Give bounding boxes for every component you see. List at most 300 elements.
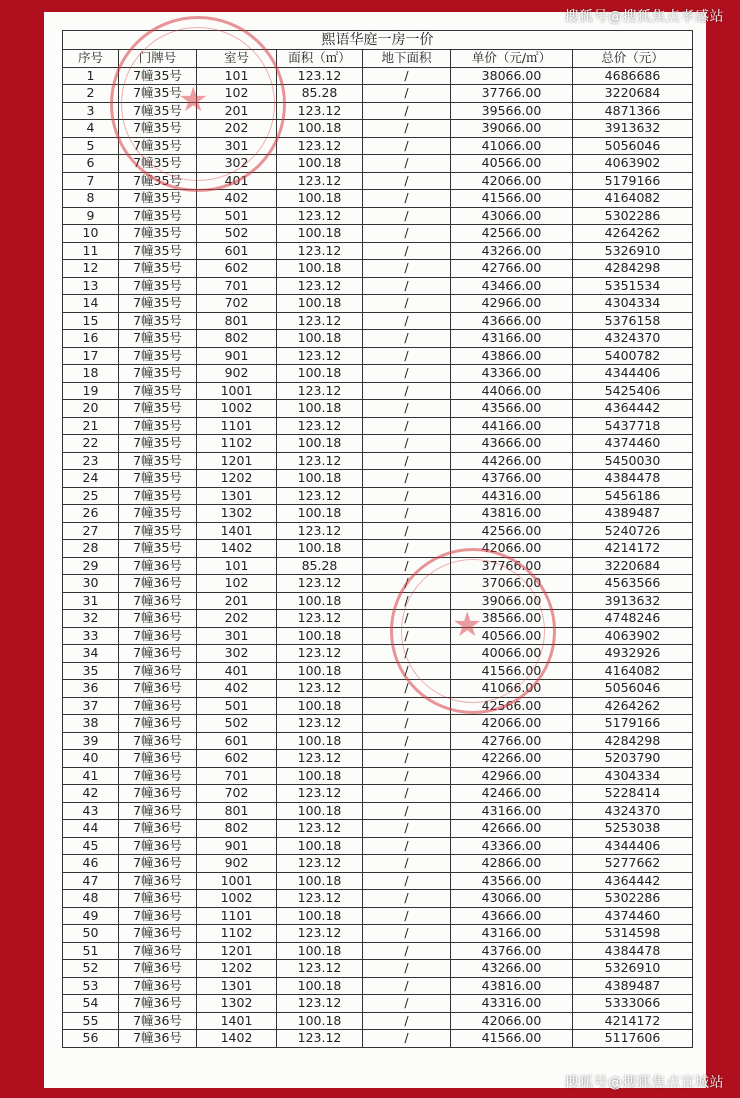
row-number-cell: 26 (63, 505, 119, 523)
room-number-cell: 601 (197, 732, 277, 750)
row-number-cell: 20 (63, 400, 119, 418)
building-number-cell: 7幢35号 (119, 225, 197, 243)
table-row (63, 802, 693, 820)
table-row (63, 925, 693, 943)
row-number-cell: 13 (63, 277, 119, 295)
room-number-cell: 1302 (197, 505, 277, 523)
unit-price-cell: 42066.00 (451, 1012, 573, 1030)
row-number-cell: 41 (63, 767, 119, 785)
room-number-cell: 101 (197, 557, 277, 575)
basement-area-cell: / (363, 785, 451, 803)
unit-price-cell: 43366.00 (451, 365, 573, 383)
room-number-cell: 1101 (197, 417, 277, 435)
total-price-cell: 5117606 (573, 1030, 693, 1048)
table-row (63, 995, 693, 1013)
row-number-cell: 29 (63, 557, 119, 575)
building-number-cell: 7幢35号 (119, 155, 197, 173)
area-cell: 100.18 (277, 540, 363, 558)
price-table (62, 30, 693, 1048)
room-number-cell: 602 (197, 750, 277, 768)
basement-area-cell: / (363, 907, 451, 925)
table-row (63, 155, 693, 173)
area-cell: 123.12 (277, 172, 363, 190)
table-row (63, 522, 693, 540)
row-number-cell: 18 (63, 365, 119, 383)
row-number-cell: 12 (63, 260, 119, 278)
total-price-cell: 4214172 (573, 1012, 693, 1030)
building-number-cell: 7幢35号 (119, 312, 197, 330)
basement-area-cell: / (363, 120, 451, 138)
basement-area-cell: / (363, 505, 451, 523)
basement-area-cell: / (363, 872, 451, 890)
table-row (63, 837, 693, 855)
row-number-cell: 54 (63, 995, 119, 1013)
area-cell: 100.18 (277, 120, 363, 138)
total-price-cell: 5425406 (573, 382, 693, 400)
room-number-cell: 1301 (197, 487, 277, 505)
unit-price-cell: 43816.00 (451, 977, 573, 995)
row-number-cell: 15 (63, 312, 119, 330)
table-row (63, 662, 693, 680)
area-cell: 123.12 (277, 680, 363, 698)
unit-price-cell: 43366.00 (451, 837, 573, 855)
row-number-cell: 46 (63, 855, 119, 873)
row-number-cell: 5 (63, 137, 119, 155)
total-price-cell: 3220684 (573, 85, 693, 103)
total-price-cell: 5302286 (573, 207, 693, 225)
row-number-cell: 6 (63, 155, 119, 173)
building-number-cell: 7幢35号 (119, 400, 197, 418)
unit-price-cell: 39566.00 (451, 102, 573, 120)
row-number-cell: 51 (63, 942, 119, 960)
seal-star-icon: ★ (178, 80, 209, 120)
unit-price-cell: 38066.00 (451, 67, 573, 85)
basement-area-cell: / (363, 575, 451, 593)
building-number-cell: 7幢36号 (119, 907, 197, 925)
total-price-cell: 4686686 (573, 67, 693, 85)
basement-area-cell: / (363, 365, 451, 383)
row-number-cell: 3 (63, 102, 119, 120)
area-cell: 123.12 (277, 575, 363, 593)
area-cell: 100.18 (277, 155, 363, 173)
column-header: 面积（㎡） (277, 50, 363, 68)
table-row (63, 225, 693, 243)
unit-price-cell: 44066.00 (451, 382, 573, 400)
table-row (63, 207, 693, 225)
area-cell: 100.18 (277, 190, 363, 208)
room-number-cell: 202 (197, 120, 277, 138)
table-body (63, 67, 693, 1047)
table-row (63, 400, 693, 418)
table-row (63, 470, 693, 488)
room-number-cell: 702 (197, 295, 277, 313)
basement-area-cell: / (363, 557, 451, 575)
table-row (63, 697, 693, 715)
building-number-cell: 7幢36号 (119, 697, 197, 715)
building-number-cell: 7幢35号 (119, 242, 197, 260)
building-number-cell: 7幢35号 (119, 277, 197, 295)
area-cell: 123.12 (277, 855, 363, 873)
row-number-cell: 47 (63, 872, 119, 890)
total-price-cell: 5240726 (573, 522, 693, 540)
row-number-cell: 24 (63, 470, 119, 488)
row-number-cell: 52 (63, 960, 119, 978)
basement-area-cell: / (363, 942, 451, 960)
row-number-cell: 23 (63, 452, 119, 470)
total-price-cell: 4324370 (573, 802, 693, 820)
table-row (63, 260, 693, 278)
room-number-cell: 1402 (197, 540, 277, 558)
unit-price-cell: 43866.00 (451, 347, 573, 365)
basement-area-cell: / (363, 627, 451, 645)
unit-price-cell: 42966.00 (451, 767, 573, 785)
row-number-cell: 7 (63, 172, 119, 190)
table-row (63, 610, 693, 628)
basement-area-cell: / (363, 277, 451, 295)
basement-area-cell: / (363, 750, 451, 768)
building-number-cell: 7幢36号 (119, 1012, 197, 1030)
unit-price-cell: 43766.00 (451, 470, 573, 488)
building-number-cell: 7幢36号 (119, 890, 197, 908)
total-price-cell: 4871366 (573, 102, 693, 120)
row-number-cell: 42 (63, 785, 119, 803)
building-number-cell: 7幢36号 (119, 662, 197, 680)
unit-price-cell: 43466.00 (451, 277, 573, 295)
total-price-cell: 5400782 (573, 347, 693, 365)
total-price-cell: 4284298 (573, 260, 693, 278)
building-number-cell: 7幢35号 (119, 295, 197, 313)
total-price-cell: 4364442 (573, 400, 693, 418)
building-number-cell: 7幢36号 (119, 680, 197, 698)
area-cell: 123.12 (277, 312, 363, 330)
basement-area-cell: / (363, 190, 451, 208)
basement-area-cell: / (363, 680, 451, 698)
unit-price-cell: 43066.00 (451, 207, 573, 225)
row-number-cell: 22 (63, 435, 119, 453)
building-number-cell: 7幢35号 (119, 347, 197, 365)
area-cell: 123.12 (277, 610, 363, 628)
total-price-cell: 5056046 (573, 137, 693, 155)
unit-price-cell: 41066.00 (451, 137, 573, 155)
total-price-cell: 4389487 (573, 505, 693, 523)
unit-price-cell: 43666.00 (451, 907, 573, 925)
room-number-cell: 602 (197, 260, 277, 278)
row-number-cell: 34 (63, 645, 119, 663)
building-number-cell: 7幢36号 (119, 575, 197, 593)
unit-price-cell: 43566.00 (451, 872, 573, 890)
total-price-cell: 3913632 (573, 120, 693, 138)
unit-price-cell: 43316.00 (451, 995, 573, 1013)
room-number-cell: 601 (197, 242, 277, 260)
building-number-cell: 7幢36号 (119, 925, 197, 943)
building-number-cell: 7幢36号 (119, 715, 197, 733)
total-price-cell: 5351534 (573, 277, 693, 295)
row-number-cell: 35 (63, 662, 119, 680)
row-number-cell: 39 (63, 732, 119, 750)
unit-price-cell: 43816.00 (451, 505, 573, 523)
row-number-cell: 48 (63, 890, 119, 908)
unit-price-cell: 43666.00 (451, 312, 573, 330)
room-number-cell: 1101 (197, 907, 277, 925)
table-row (63, 277, 693, 295)
table-row (63, 487, 693, 505)
row-number-cell: 11 (63, 242, 119, 260)
building-number-cell: 7幢35号 (119, 417, 197, 435)
row-number-cell: 27 (63, 522, 119, 540)
room-number-cell: 201 (197, 592, 277, 610)
area-cell: 123.12 (277, 382, 363, 400)
room-number-cell: 1001 (197, 872, 277, 890)
area-cell: 100.18 (277, 225, 363, 243)
table-row (63, 627, 693, 645)
table-row (63, 137, 693, 155)
basement-area-cell: / (363, 470, 451, 488)
table-row (63, 680, 693, 698)
building-number-cell: 7幢35号 (119, 207, 197, 225)
total-price-cell: 4748246 (573, 610, 693, 628)
room-number-cell: 701 (197, 277, 277, 295)
building-number-cell: 7幢36号 (119, 977, 197, 995)
basement-area-cell: / (363, 995, 451, 1013)
room-number-cell: 1002 (197, 400, 277, 418)
basement-area-cell: / (363, 435, 451, 453)
row-number-cell: 16 (63, 330, 119, 348)
total-price-cell: 5450030 (573, 452, 693, 470)
building-number-cell: 7幢35号 (119, 452, 197, 470)
area-cell: 100.18 (277, 330, 363, 348)
unit-price-cell: 42666.00 (451, 820, 573, 838)
basement-area-cell: / (363, 697, 451, 715)
row-number-cell: 33 (63, 627, 119, 645)
room-number-cell: 801 (197, 802, 277, 820)
total-price-cell: 4063902 (573, 627, 693, 645)
table-row (63, 540, 693, 558)
total-price-cell: 5302286 (573, 890, 693, 908)
room-number-cell: 301 (197, 627, 277, 645)
building-number-cell: 7幢36号 (119, 820, 197, 838)
room-number-cell: 501 (197, 697, 277, 715)
room-number-cell: 102 (197, 575, 277, 593)
building-number-cell: 7幢36号 (119, 837, 197, 855)
table-row (63, 435, 693, 453)
unit-price-cell: 42266.00 (451, 750, 573, 768)
total-price-cell: 5203790 (573, 750, 693, 768)
total-price-cell: 4374460 (573, 907, 693, 925)
basement-area-cell: / (363, 295, 451, 313)
area-cell: 123.12 (277, 452, 363, 470)
table-row (63, 645, 693, 663)
total-price-cell: 5333066 (573, 995, 693, 1013)
unit-price-cell: 37066.00 (451, 575, 573, 593)
table-row (63, 382, 693, 400)
unit-price-cell: 43266.00 (451, 242, 573, 260)
column-header: 序号 (63, 50, 119, 68)
total-price-cell: 4384478 (573, 942, 693, 960)
watermark-top: 搜狐号@搜狐焦点孝感站 (564, 9, 724, 25)
total-price-cell: 4264262 (573, 225, 693, 243)
room-number-cell: 401 (197, 172, 277, 190)
room-number-cell: 301 (197, 137, 277, 155)
basement-area-cell: / (363, 540, 451, 558)
room-number-cell: 1002 (197, 890, 277, 908)
room-number-cell: 902 (197, 365, 277, 383)
basement-area-cell: / (363, 837, 451, 855)
row-number-cell: 45 (63, 837, 119, 855)
area-cell: 100.18 (277, 505, 363, 523)
table-row (63, 452, 693, 470)
unit-price-cell: 37766.00 (451, 85, 573, 103)
table-row (63, 557, 693, 575)
row-number-cell: 44 (63, 820, 119, 838)
building-number-cell: 7幢36号 (119, 872, 197, 890)
area-cell: 100.18 (277, 435, 363, 453)
table-row (63, 977, 693, 995)
row-number-cell: 37 (63, 697, 119, 715)
room-number-cell: 1401 (197, 522, 277, 540)
table-row (63, 120, 693, 138)
building-number-cell: 7幢35号 (119, 505, 197, 523)
area-cell: 123.12 (277, 347, 363, 365)
room-number-cell: 401 (197, 662, 277, 680)
room-number-cell: 102 (197, 85, 277, 103)
total-price-cell: 5179166 (573, 715, 693, 733)
unit-price-cell: 42566.00 (451, 697, 573, 715)
row-number-cell: 9 (63, 207, 119, 225)
building-number-cell: 7幢36号 (119, 785, 197, 803)
column-header-row (63, 50, 693, 68)
unit-price-cell: 42466.00 (451, 785, 573, 803)
room-number-cell: 502 (197, 225, 277, 243)
room-number-cell: 1201 (197, 452, 277, 470)
table-row (63, 417, 693, 435)
area-cell: 123.12 (277, 417, 363, 435)
total-price-cell: 4364442 (573, 872, 693, 890)
unit-price-cell: 38566.00 (451, 610, 573, 628)
total-price-cell: 5228414 (573, 785, 693, 803)
unit-price-cell: 40566.00 (451, 155, 573, 173)
table-row (63, 960, 693, 978)
seal-star-icon: ★ (452, 605, 483, 645)
basement-area-cell: / (363, 662, 451, 680)
basement-area-cell: / (363, 487, 451, 505)
area-cell: 100.18 (277, 697, 363, 715)
building-number-cell: 7幢36号 (119, 592, 197, 610)
unit-price-cell: 39066.00 (451, 592, 573, 610)
room-number-cell: 1102 (197, 435, 277, 453)
row-number-cell: 30 (63, 575, 119, 593)
basement-area-cell: / (363, 242, 451, 260)
unit-price-cell: 41066.00 (451, 680, 573, 698)
unit-price-cell: 43166.00 (451, 925, 573, 943)
table-row (63, 347, 693, 365)
unit-price-cell: 39066.00 (451, 120, 573, 138)
row-number-cell: 38 (63, 715, 119, 733)
column-header: 门牌号 (119, 50, 197, 68)
total-price-cell: 4304334 (573, 295, 693, 313)
room-number-cell: 702 (197, 785, 277, 803)
building-number-cell: 7幢36号 (119, 732, 197, 750)
area-cell: 100.18 (277, 767, 363, 785)
basement-area-cell: / (363, 715, 451, 733)
building-number-cell: 7幢36号 (119, 627, 197, 645)
table-row (63, 907, 693, 925)
row-number-cell: 49 (63, 907, 119, 925)
building-number-cell: 7幢35号 (119, 382, 197, 400)
row-number-cell: 25 (63, 487, 119, 505)
total-price-cell: 4563566 (573, 575, 693, 593)
row-number-cell: 40 (63, 750, 119, 768)
basement-area-cell: / (363, 225, 451, 243)
area-cell: 100.18 (277, 907, 363, 925)
basement-area-cell: / (363, 155, 451, 173)
total-price-cell: 5179166 (573, 172, 693, 190)
unit-price-cell: 40066.00 (451, 645, 573, 663)
basement-area-cell: / (363, 820, 451, 838)
unit-price-cell: 43266.00 (451, 960, 573, 978)
basement-area-cell: / (363, 610, 451, 628)
total-price-cell: 4214172 (573, 540, 693, 558)
table-row (63, 767, 693, 785)
unit-price-cell: 42566.00 (451, 225, 573, 243)
room-number-cell: 101 (197, 67, 277, 85)
basement-area-cell: / (363, 347, 451, 365)
room-number-cell: 302 (197, 645, 277, 663)
basement-area-cell: / (363, 592, 451, 610)
room-number-cell: 201 (197, 102, 277, 120)
area-cell: 100.18 (277, 1012, 363, 1030)
total-price-cell: 4063902 (573, 155, 693, 173)
table-row (63, 732, 693, 750)
area-cell: 123.12 (277, 242, 363, 260)
table-row (63, 295, 693, 313)
room-number-cell: 701 (197, 767, 277, 785)
table-title: 熙语华庭一房一价 (63, 31, 693, 50)
room-number-cell: 1302 (197, 995, 277, 1013)
row-number-cell: 31 (63, 592, 119, 610)
room-number-cell: 801 (197, 312, 277, 330)
row-number-cell: 55 (63, 1012, 119, 1030)
area-cell: 123.12 (277, 925, 363, 943)
unit-price-cell: 41566.00 (451, 662, 573, 680)
basement-area-cell: / (363, 925, 451, 943)
area-cell: 123.12 (277, 207, 363, 225)
basement-area-cell: / (363, 645, 451, 663)
unit-price-cell: 43166.00 (451, 802, 573, 820)
unit-price-cell: 43066.00 (451, 890, 573, 908)
room-number-cell: 1301 (197, 977, 277, 995)
building-number-cell: 7幢35号 (119, 120, 197, 138)
unit-price-cell: 40566.00 (451, 627, 573, 645)
area-cell: 100.18 (277, 400, 363, 418)
building-number-cell: 7幢35号 (119, 540, 197, 558)
building-number-cell: 7幢35号 (119, 137, 197, 155)
building-number-cell: 7幢36号 (119, 802, 197, 820)
building-number-cell: 7幢35号 (119, 522, 197, 540)
total-price-cell: 5253038 (573, 820, 693, 838)
area-cell: 123.12 (277, 522, 363, 540)
table-row (63, 330, 693, 348)
unit-price-cell: 42066.00 (451, 540, 573, 558)
total-price-cell: 4344406 (573, 365, 693, 383)
column-header: 总价（元） (573, 50, 693, 68)
row-number-cell: 2 (63, 85, 119, 103)
unit-price-cell: 37766.00 (451, 557, 573, 575)
basement-area-cell: / (363, 802, 451, 820)
total-price-cell: 5376158 (573, 312, 693, 330)
table-header (63, 31, 693, 68)
unit-price-cell: 44266.00 (451, 452, 573, 470)
table-row (63, 85, 693, 103)
